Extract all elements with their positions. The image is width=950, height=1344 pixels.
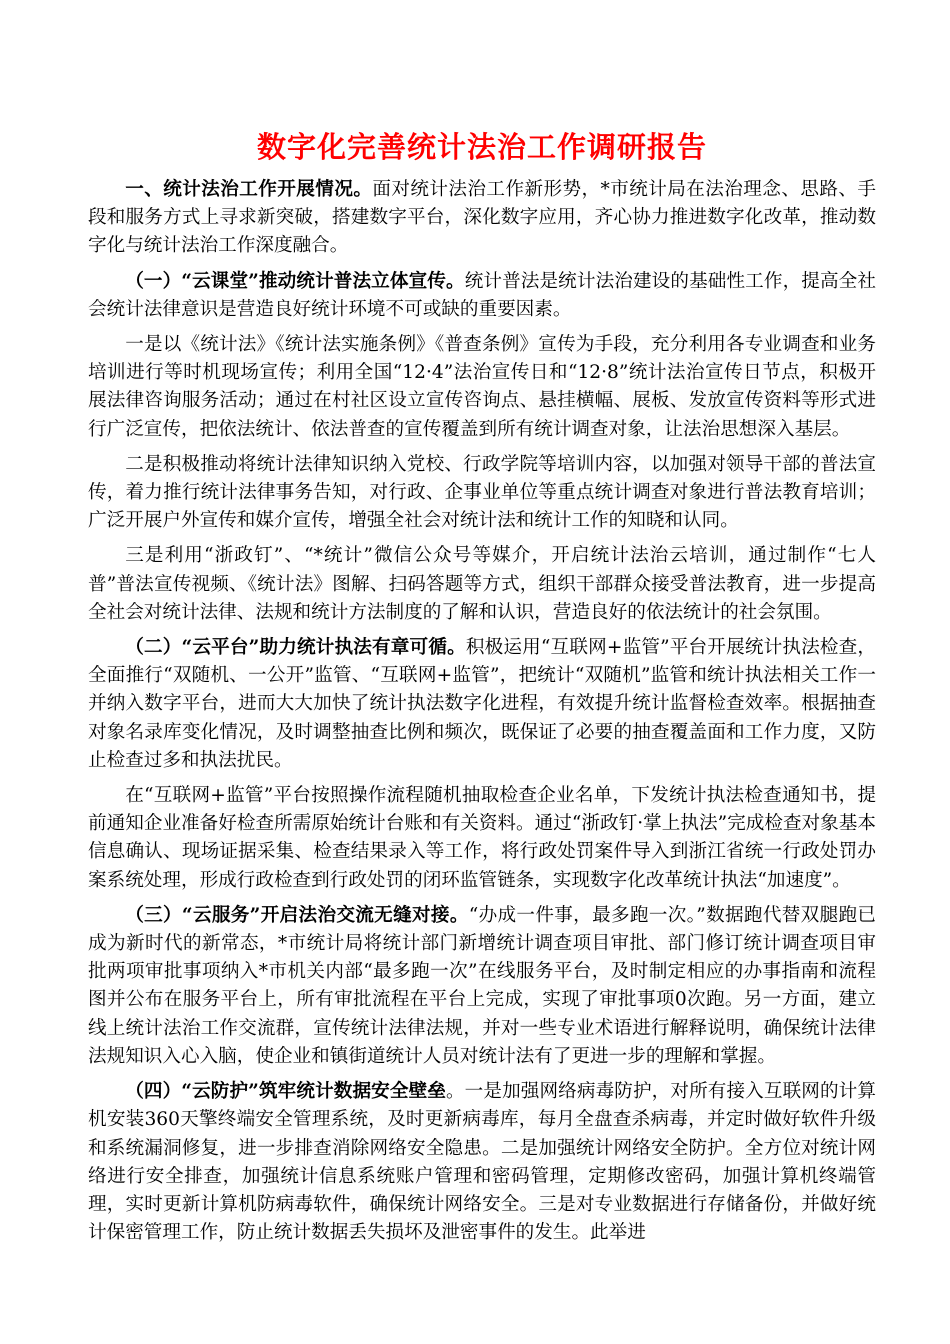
paragraph-2-heading: （一）“云课堂”推动统计普法立体宣传。 <box>125 270 465 292</box>
paragraph-7-text: 在“互联网+监管”平台按照操作流程随机抽取检查企业名单，下发统计执法检查通知书，提前通知企业准备好检查所需原始统计台账和有关资料。通过“浙政钉·掌上执法”完成检查对象基本信息确认、现场证据采集、检查结果录入等工作，将行政处罚案件导入到浙江省统一行政处罚办案系统处理，形成行政检查到行政处罚的闭环监管链条，实现数字化改革统计执法“加速度”。 <box>88 785 876 891</box>
paragraph-4 <box>88 451 876 536</box>
paragraph-4-text: 二是积极推动将统计法律知识纳入党校、行政学院等培训内容，以加强对领导干部的普法宣传，着力推行统计法律事务告知，对行政、企事业单位等重点统计调查对象进行普法教育培训；广泛开展户外宣传和媒介宣传，增强全社会对统计法和统计工作的知晓和认同。 <box>88 453 876 532</box>
paragraph-2-text: 统计普法是统计法治建设的基础性工作，提高全社会统计法律意识是营造良好统计环境不可或缺的重要因素。 <box>88 270 876 320</box>
paragraph-2 <box>88 268 876 324</box>
document-page <box>88 128 876 1254</box>
paragraph-8 <box>88 902 876 1071</box>
document-title: 数字化完善统计法治工作调研报告 <box>256 130 707 164</box>
paragraph-7 <box>88 782 876 895</box>
paragraph-3 <box>88 331 876 444</box>
paragraph-9-text: 。一是加强网络病毒防护，对所有接入互联网的计算机安装360天擎终端安全管理系统，及时更新病毒库，每月全盘查杀病毒，并定时做好软件升级和系统漏洞修复，进一步排查消除网络安全隐患。二是加强统计网络安全防护。全方位对统计网络进行安全排查，加强统计信息系统账户管理和密码管理，定期修改密码，加强计算机终端管理，实时更新计算机防病毒软件，确保统计网络安全。三是对专业数据进行存储备份，并做好统计保密管理工作，防止统计数据丢失损坏及泄密事件的发生。此举进 <box>88 1081 876 1244</box>
paragraph-6-heading: （二）“云平台”助力统计执法有章可循。 <box>125 637 466 659</box>
paragraph-9 <box>88 1078 876 1247</box>
paragraph-1-heading: 一、统计法治工作开展情况。 <box>125 179 373 200</box>
paragraph-6 <box>88 634 876 775</box>
paragraph-9-heading: （四）“云防护”筑牢统计数据安全壁垒 <box>125 1081 446 1103</box>
paragraph-6-text: 积极运用“互联网+监管”平台开展统计执法检查，全面推行“双随机、一公开”监管、“互联网+监管”，把统计“双随机”监管和统计执法相关工作一并纳入数字平台，进而大大加快了统计执法数字化进程，有效提升统计监督检查效率。根据抽查对象名录库变化情况，及时调整抽查比例和频次，既保证了必要的抽查覆盖面和工作力度，又防止检查过多和执法扰民。 <box>88 637 876 771</box>
paragraph-3-text: 一是以《统计法》《统计法实施条例》《普查条例》宣传为手段，充分利用各专业调查和业务培训进行等时机现场宣传；利用全国“12·4”法治宣传日和“12·8”统计法治宣传日节点，积极开展法律咨询服务活动；通过在村社区设立宣传咨询点、悬挂横幅、展板、发放宣传资料等形式进行广泛宣传，把依法统计、依法普查的宣传覆盖到所有统计调查对象，让法治思想深入基层。 <box>88 334 876 440</box>
paragraph-1-text: 面对统计法治工作新形势，*市统计局在法治理念、思路、手段和服务方式上寻求新突破，搭建数字平台，深化数字应用，齐心协力推进数字化改革，推动数字化与统计法治工作深度融合。 <box>88 179 876 257</box>
paragraph-8-text: “办成一件事，最多跑一次。”数据跑代替双腿跑已成为新时代的新常态，*市统计局将统计部门新增统计调查项目审批、部门修订统计调查项目审批两项审批事项纳入*市机关内部“最多跑一次”在线服务平台，及时制定相应的办事指南和流程图并公布在服务平台上，所有审批流程在平台上完成，实现了审批事项0次跑。另一方面，建立线上统计法治工作交流群，宣传统计法律法规，并对一些专业术语进行解释说明，确保统计法律法规知识入心入脑，使企业和镇街道统计人员对统计法有了更进一步的理解和掌握。 <box>88 904 876 1067</box>
paragraph-1 <box>88 176 876 261</box>
paragraph-8-heading: （三）“云服务”开启法治交流无缝对接。 <box>125 904 469 926</box>
paragraph-5 <box>88 542 876 627</box>
paragraph-5-text: 三是利用“浙政钉”、“*统计”微信公众号等媒介，开启统计法治云培训，通过制作“七人普”普法宣传视频、《统计法》图解、扫码答题等方式，组织干部群众接受普法教育，进一步提高全社会对统计法律、法规和统计方法制度的了解和认识，营造良好的依法统计的社会氛围。 <box>88 545 876 623</box>
